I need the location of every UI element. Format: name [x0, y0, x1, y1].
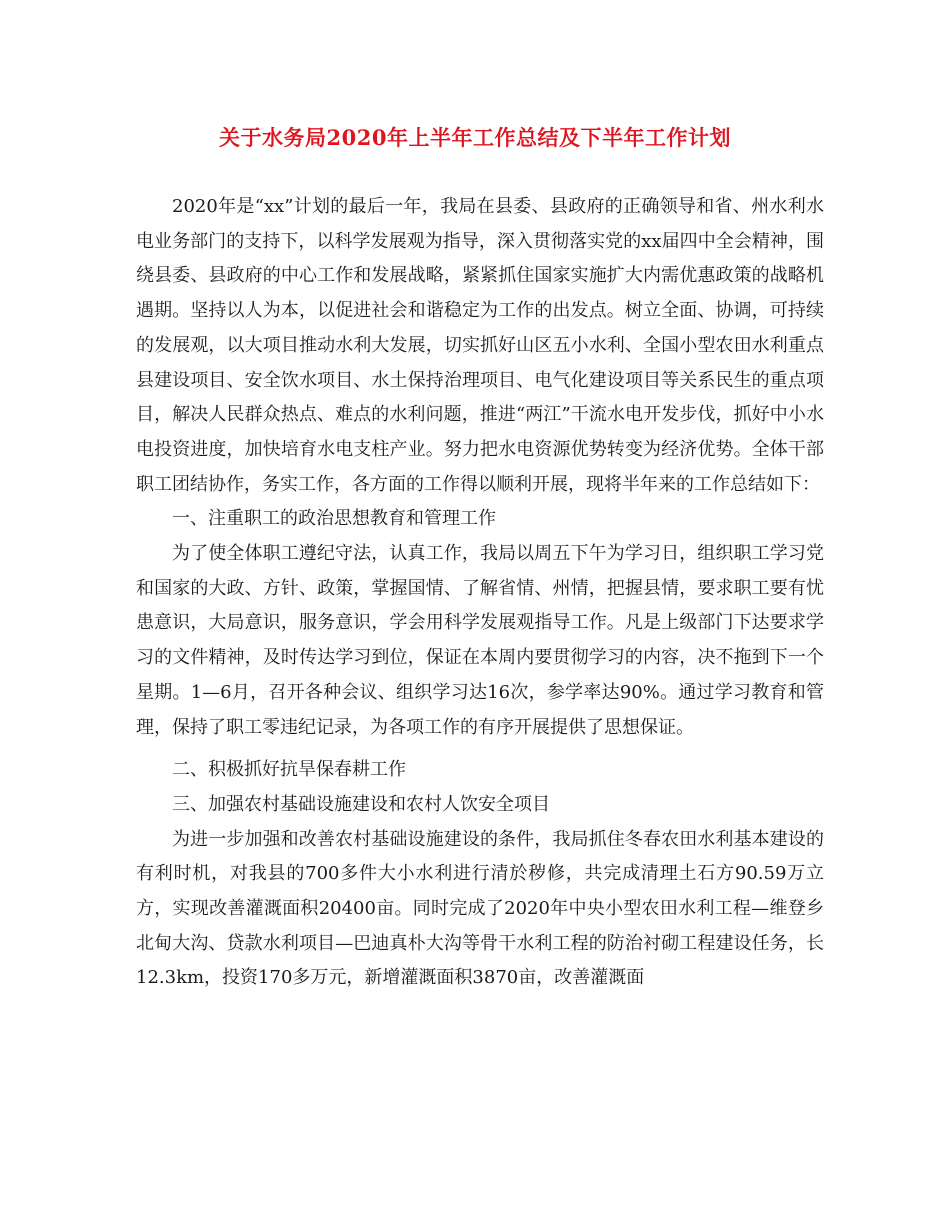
section-3-heading: 三、加强农村基础设施建设和农村人饮安全项目 [172, 793, 550, 815]
document-body [136, 190, 824, 996]
section-2-heading: 二、积极抓好抗旱保春耕工作 [172, 759, 406, 781]
intro-paragraph: 2020年是“xx”计划的最后一年，我局在县委、县政府的正确领导和省、州水利水电业务部门的支持下，以科学发展观为指导，深入贯彻落实党的xx届四中全会精神，围绕县委、县政府的中心工作和发展战略，紧紧抓住国家实施扩大内需优惠政策的战略机遇期。坚持以人为本，以促进社会和谐稳定为工作的出发点。树立全面、协调，可持续的发展观，以大项目推动水利大发展，切实抓好山区五小水利、全国小型农田水利重点县建设项目、安全饮水项目、水土保持治理项目、电气化建设项目等关系民生的重点项目，解决人民群众热点、难点的水利问题，推进“两江”干流水电开发步伐，抓好中小水电投资进度，加快培育水电支柱产业。努力把水电资源优势转变为经济优势。全体干部职工团结协作，务实工作，各方面的工作得以顺利开展，现将半年来的工作总结如下： [136, 196, 824, 495]
section-1-paragraph: 为了使全体职工遵纪守法，认真工作，我局以周五下午为学习日，组织职工学习党和国家的大政、方针、政策，掌握国情、了解省情、州情，把握县情，要求职工要有忧患意识，大局意识，服务意识，学会用科学发展观指导工作。凡是上级部门下达要求学习的文件精神，及时传达学习到位，保证在本周内要贯彻学习的内容，决不拖到下一个星期。1—6月，召开各种会议、组织学习达16次，参学率达90%。通过学习教育和管理，保持了职工零违纪记录，为各项工作的有序开展提供了思想保证。 [136, 543, 824, 738]
section-3-paragraph: 为进一步加强和改善农村基础设施建设的条件，我局抓住冬春农田水利基本建设的有利时机，对我县的700多件大小水利进行清於秽修，共完成清理土石方90.59万立方，实现改善灌溉面积20400亩。同时完成了2020年中央小型农田水利工程—维登乡北甸大沟、贷款水利项目—巴迪真朴大沟等骨干水利工程的防治衬砌工程建设任务，长12.3km，投资170多万元，新增灌溉面积3870亩，改善灌溉面 [136, 828, 824, 989]
paragraph-gap [136, 745, 824, 753]
document-title: 关于水务局2020年上半年工作总结及下半年工作计划 [219, 125, 731, 150]
section-1-heading: 一、注重职工的政治思想教育和管理工作 [172, 508, 496, 530]
